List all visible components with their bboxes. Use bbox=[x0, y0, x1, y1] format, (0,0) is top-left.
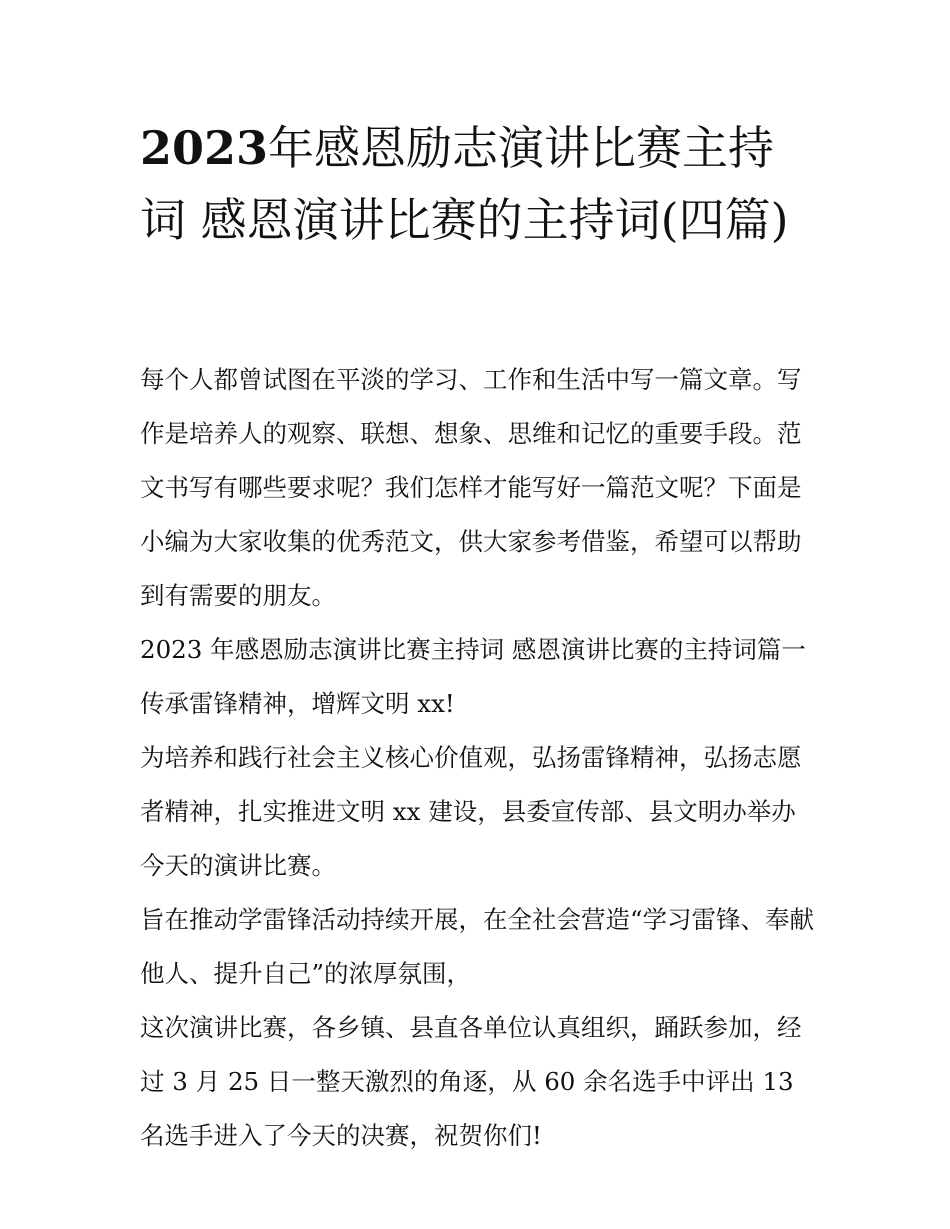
title-year: 2023 bbox=[140, 121, 269, 175]
section-heading: 2023 年感恩励志演讲比赛主持词 感恩演讲比赛的主持词篇一 bbox=[140, 635, 806, 664]
body-paragraph: 这次演讲比赛，各乡镇、县直各单位认真组织，踊跃参加，经过 3 月 25 日一整天激烈的角逐，从 60 余名选手中评出 13 名选手进入了今天的决赛，祝贺你们! bbox=[140, 1013, 802, 1150]
document-title bbox=[140, 112, 810, 256]
speech-theme-line: 传承雷锋精神，增辉文明 xx! bbox=[140, 689, 455, 718]
body-paragraph: 为培养和践行社会主义核心价值观，弘扬雷锋精神，弘扬志愿者精神，扎实推进文明 xx 建设，县委宣传部、县文明办举办今天的演讲比赛。 bbox=[140, 743, 802, 880]
body-paragraph: 旨在推动学雷锋活动持续开展，在全社会营造“学习雷锋、奉献他人、提升自己”的浓厚氛围， bbox=[140, 905, 815, 988]
document-body bbox=[140, 353, 820, 1163]
intro-paragraph: 每个人都曾试图在平淡的学习、工作和生活中写一篇文章。写作是培养人的观察、联想、想象、思维和记忆的重要手段。范文书写有哪些要求呢？我们怎样才能写好一篇范文呢？下面是小编为大家收集的优秀范文，供大家参考借鉴，希望可以帮助到有需要的朋友。 bbox=[140, 365, 802, 610]
title-text: 年感恩励志演讲比赛主持词 感恩演讲比赛的主持词(四篇) bbox=[140, 121, 789, 247]
